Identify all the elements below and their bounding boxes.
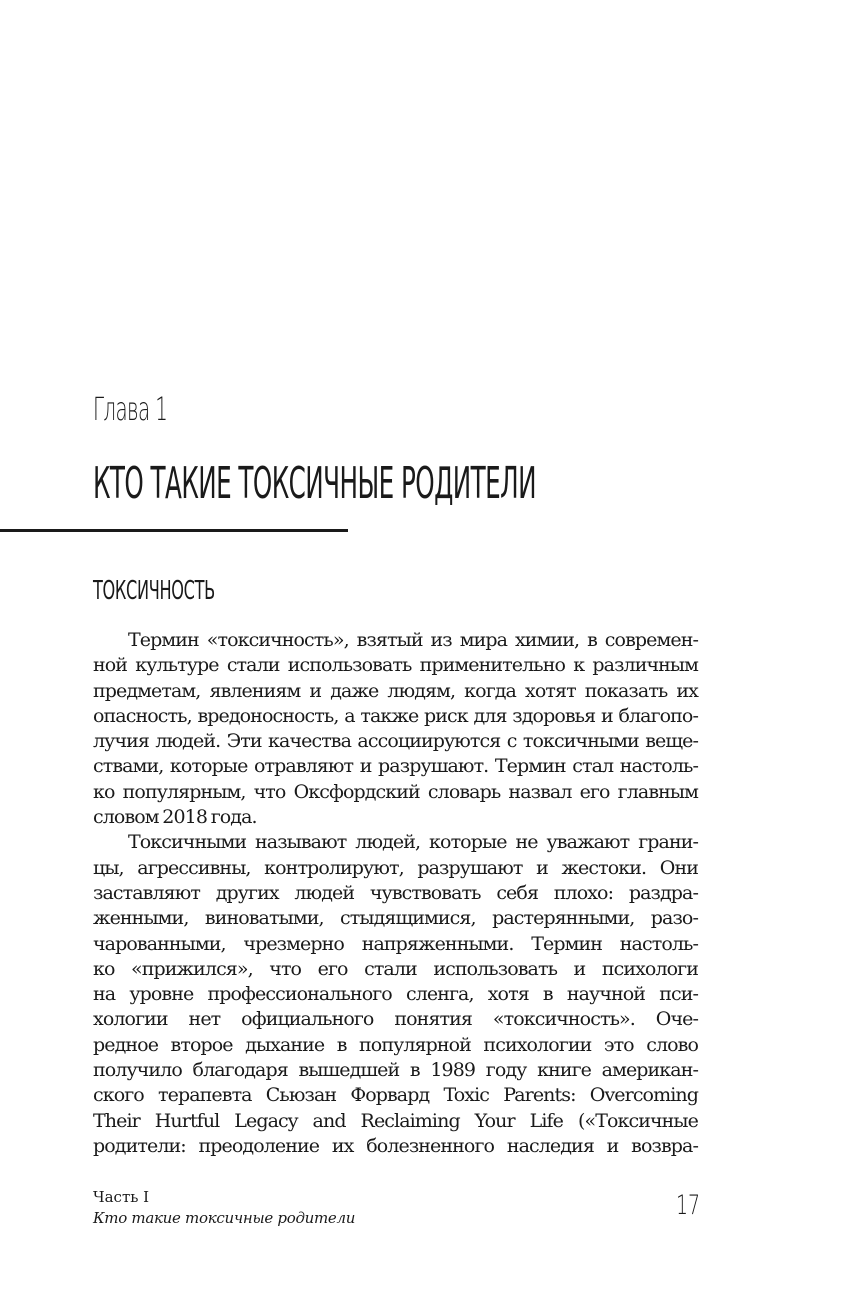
chapter-label: Глава 1 (93, 390, 168, 428)
text-line: на уровне профессионального сленга, хотя в научной пси- (93, 983, 698, 1006)
text-line: получило благодаря вышедшей в 1989 году книге американ- (93, 1059, 698, 1082)
text-line: лучия людей. Эти качества ассоциируются с токсичными веще- (93, 730, 698, 753)
text-line: Термин «токсичность», взятый из мира химии, в современ- (128, 629, 698, 651)
text-line: ко популярным, что Оксфордский словарь назвал его главным (93, 780, 698, 803)
text-line: предметам, явлениям и даже людям, когда хотят показать их (93, 679, 698, 702)
text-line: чарованными, чрезмерно напряженными. Термин настоль- (93, 932, 698, 955)
text-line: ского терапевта Сьюзан Форвард Toxic Parents: Overcoming (93, 1084, 698, 1107)
text-line: ной культуре стали использовать применительно к различным (93, 654, 698, 677)
chapter-title: КТО ТАКИЕ ТОКСИЧНЫЕ РОДИТЕЛИ (93, 458, 536, 509)
text-line: родители: преодоление их болезненного наследия и возвра- (93, 1134, 698, 1157)
footer-part: Часть I (93, 1188, 150, 1206)
text-line: редное второе дыхание в популярной психологии это слово (93, 1033, 698, 1056)
text-line: Токсичными называют людей, которые не уважают грани- (128, 831, 698, 854)
text-line: словом 2018 года. (93, 806, 257, 829)
text-line: опасность, вредоносность, а также риск для здоровья и благопо- (93, 704, 698, 727)
footer-running-title: Кто такие токсичные родители (93, 1209, 356, 1227)
text-line: заставляют других людей чувствовать себя плохо: раздра- (93, 881, 698, 904)
section-heading: ТОКСИЧНОСТЬ (93, 576, 215, 606)
text-line: цы, агрессивны, контролируют, разрушают и жестоки. Они (93, 856, 698, 879)
text-line: хологии нет официального понятия «токсичность». Оче- (93, 1008, 698, 1031)
text-line: ко «прижился», что его стали использовать и психологи (93, 957, 698, 980)
text-line: ствами, которые отравляют и разрушают. Термин стал настоль- (93, 755, 698, 778)
title-rule (0, 529, 348, 532)
text-line: Their Hurtful Legacy and Reclaiming Your Life («Токсичные (93, 1109, 698, 1132)
body-text (93, 628, 698, 1159)
text-line: женными, виноватыми, стыдящимися, растерянными, разо- (93, 907, 698, 930)
page-number: 17 (676, 1190, 701, 1221)
